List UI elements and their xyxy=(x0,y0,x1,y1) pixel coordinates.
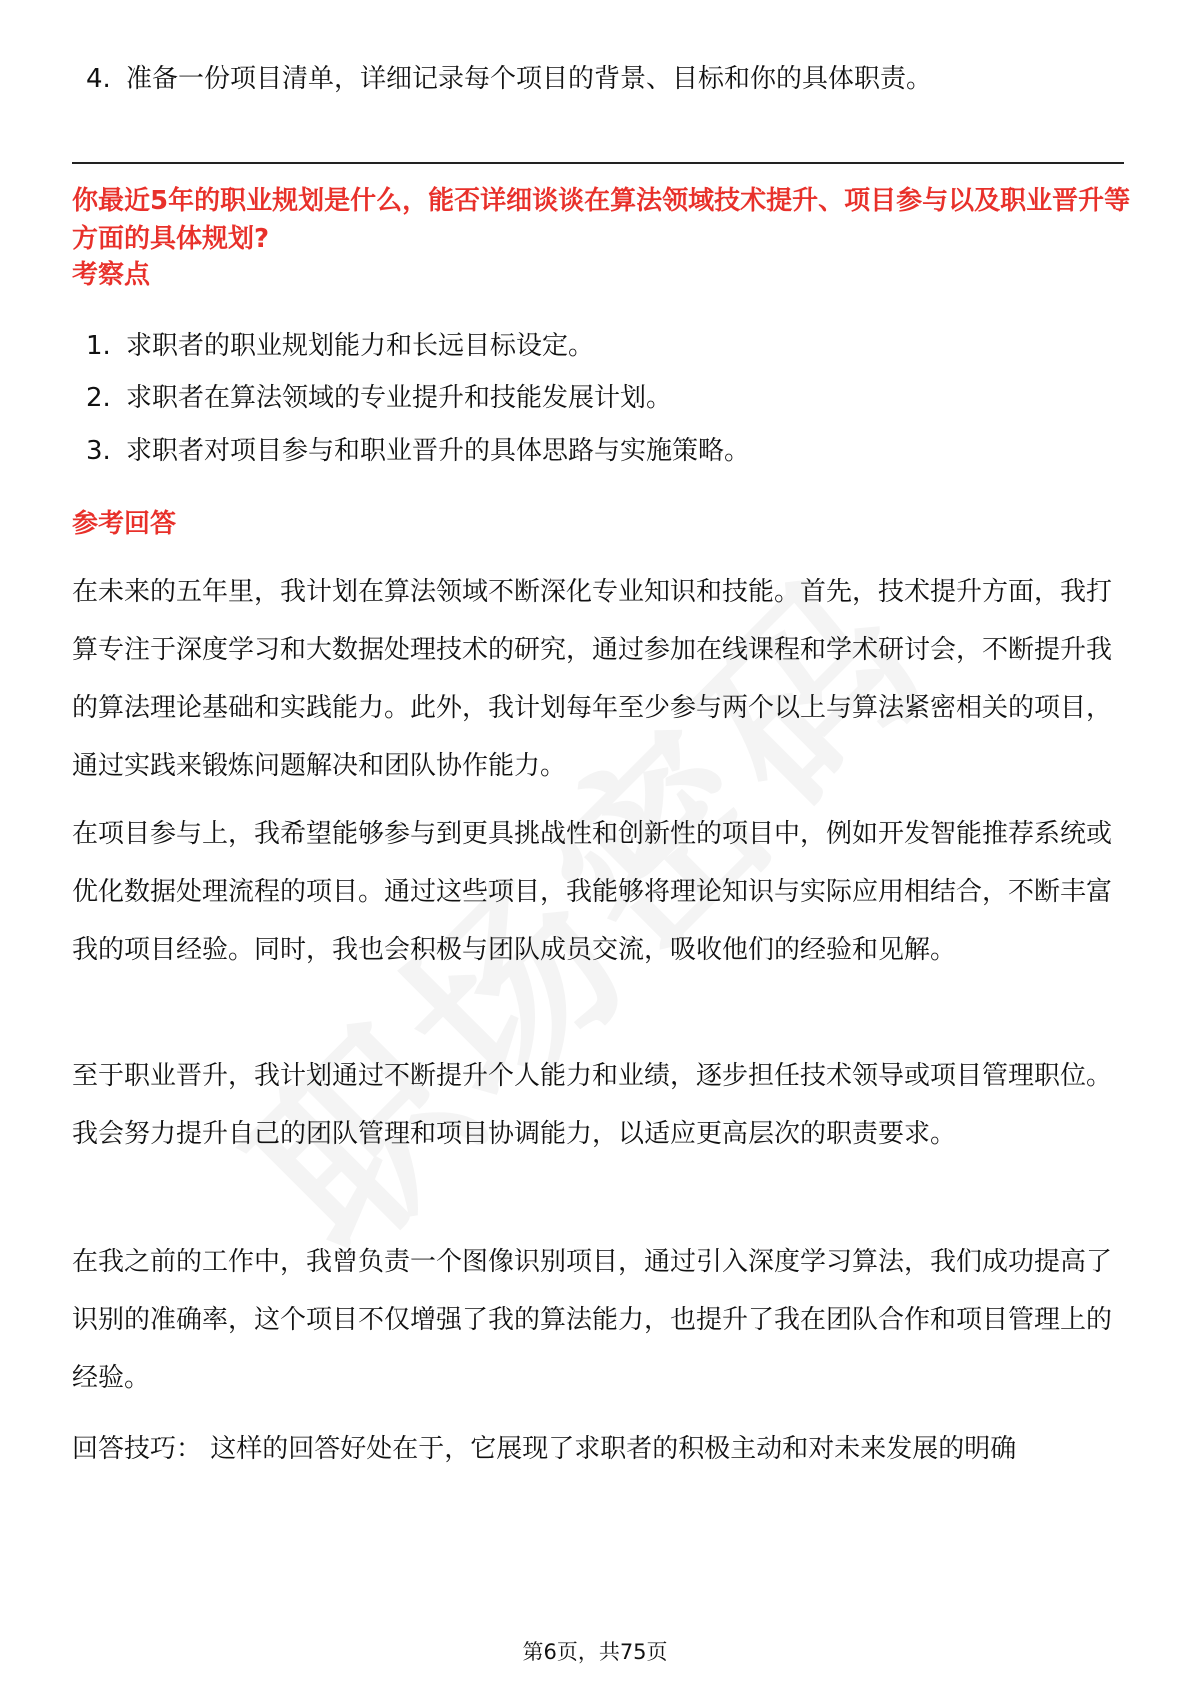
exam-point-item xyxy=(86,434,750,468)
list-text: 求职者在算法领域的专业提升和技能发展计划。 xyxy=(126,383,673,413)
answer-paragraph: 在未来的五年里，我计划在算法领域不断深化专业知识和技能。首先，技术提升方面，我打算专注于深度学习和大数据处理技术的研究，通过参加在线课程和学术研讨会，不断提升我的算法理论基础和实践能力。此外，我计划每年至少参与两个以上与算法紧密相关的项目，通过实践来锻炼问题解决和团队协作能力。 xyxy=(72,577,1113,781)
reference-answer-heading: 参考回答 xyxy=(72,509,177,539)
answer-paragraph: 在我之前的工作中，我曾负责一个图像识别项目，通过引入深度学习算法，我们成功提高了识别的准确率，这个项目不仅增强了我的算法能力，也提升了我在团队合作和项目管理上的经验。 xyxy=(72,1247,1113,1393)
list-number: 3. xyxy=(86,436,111,466)
list-text: 准备一份项目清单，详细记录每个项目的背景、目标和你的具体职责。 xyxy=(126,64,933,94)
list-number: 4. xyxy=(86,64,111,94)
list-text: 求职者对项目参与和职业晋升的具体思路与实施策略。 xyxy=(126,436,751,466)
list-item xyxy=(86,62,932,96)
answer-paragraph: 在项目参与上，我希望能够参与到更具挑战性和创新性的项目中，例如开发智能推荐系统或优化数据处理流程的项目。通过这些项目，我能够将理论知识与实际应用相结合，不断丰富我的项目经验。同时，我也会积极与团队成员交流，吸收他们的经验和见解。 xyxy=(72,819,1113,965)
exam-points-heading: 考察点 xyxy=(72,260,151,290)
list-text: 求职者的职业规划能力和长远目标设定。 xyxy=(126,331,595,361)
answer-tips-paragraph: 回答技巧： 这样的回答好处在于，它展现了求职者的积极主动和对未来发展的明确 xyxy=(72,1434,1017,1464)
list-number: 2. xyxy=(86,383,111,413)
section-divider xyxy=(72,162,1124,164)
exam-point-item xyxy=(86,329,594,363)
question-heading: 你最近5年的职业规划是什么，能否详细谈谈在算法领域技术提升、项目参与以及职业晋升等方面的具体规划? xyxy=(72,186,1131,254)
exam-point-item xyxy=(86,381,672,415)
list-number: 1. xyxy=(86,331,111,361)
page-footer: 第6页，共75页 xyxy=(522,1640,668,1664)
answer-paragraph: 至于职业晋升，我计划通过不断提升个人能力和业绩，逐步担任技术领导或项目管理职位。我会努力提升自己的团队管理和项目协调能力，以适应更高层次的职责要求。 xyxy=(72,1061,1113,1149)
